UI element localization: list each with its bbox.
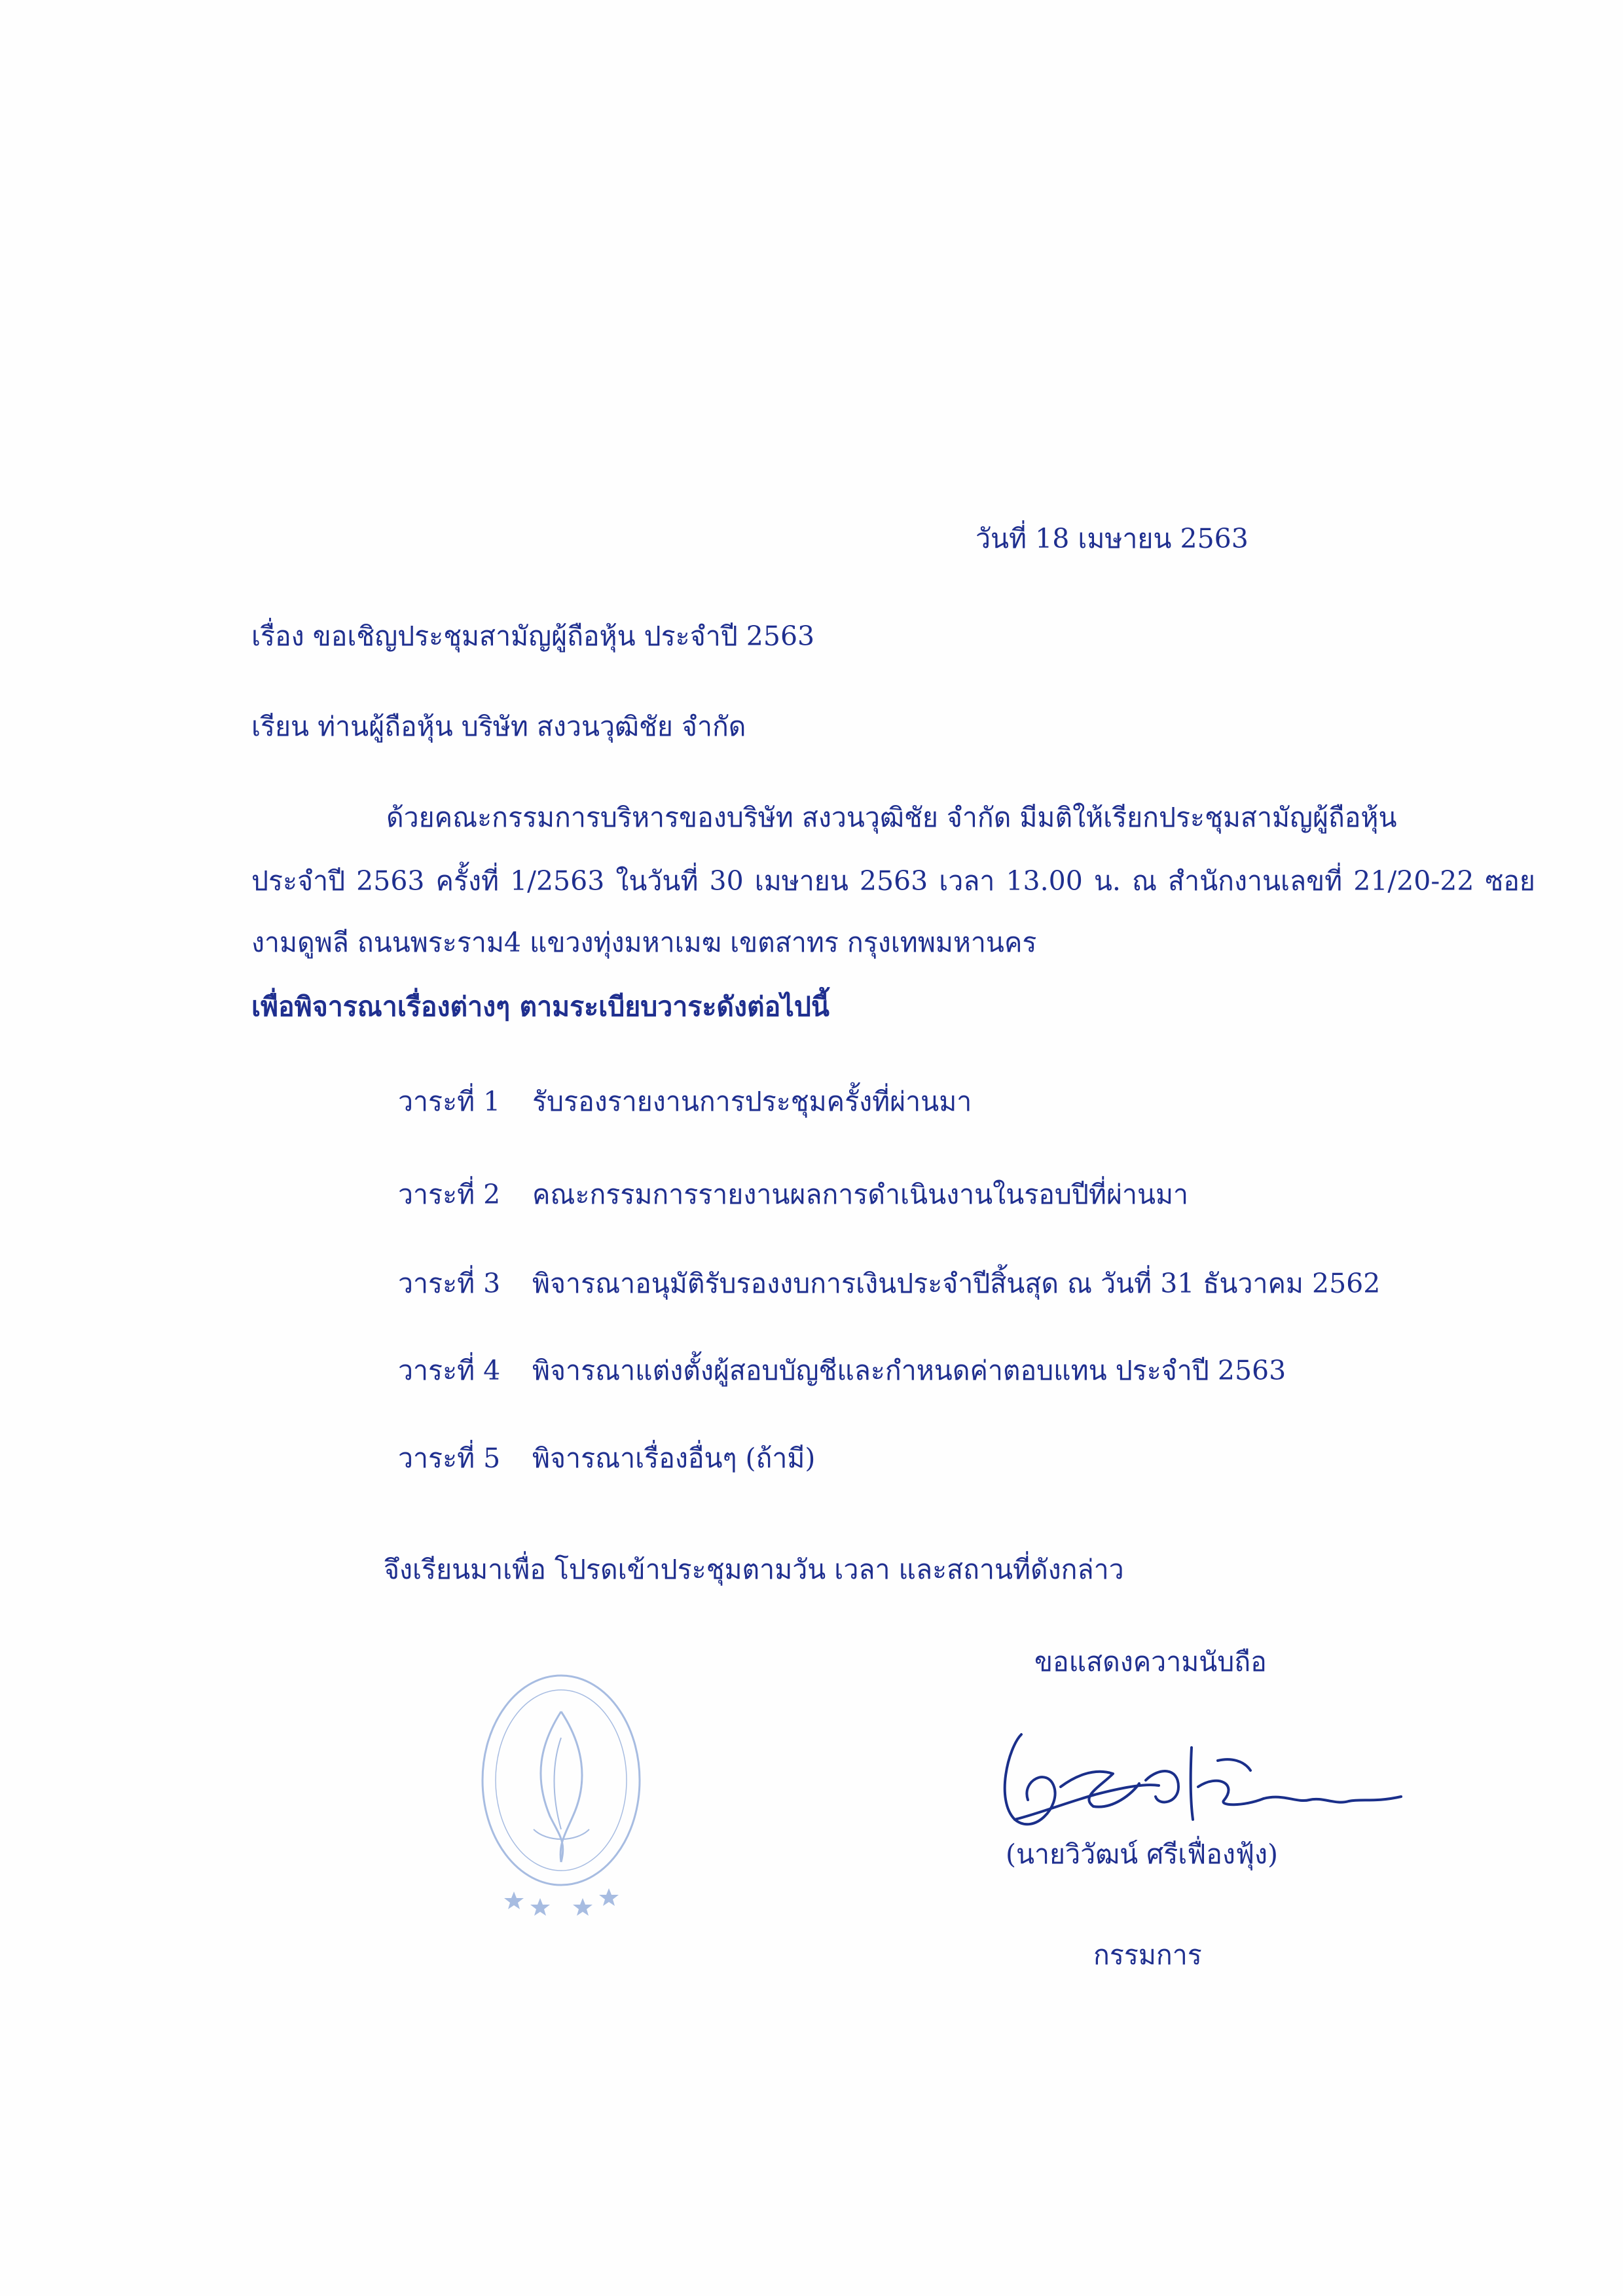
signer-name: (นายวิวัฒน์ ศรีเฟื่องฟุ้ง) [1006,1839,1278,1870]
body-line-3: งามดูพลี ถนนพระราม4 แขวงทุ่งมหาเมฆ เขตสาทร กรุงเทพมหานคร [251,927,1037,958]
agenda-text: พิจารณาแต่งตั้งผู้สอบบัญชีและกำหนดค่าตอบแทน ประจำปี 2563 [532,1355,1286,1386]
agenda-text: พิจารณาเรื่องอื่นๆ (ถ้ามี) [532,1443,816,1474]
agenda-item [398,1265,1380,1302]
letter-date: วันที่ 18 เมษายน 2563 [976,523,1249,554]
letter-recipient: เรียน ท่านผู้ถือหุ้น บริษัท สงวนวุฒิชัย จำกัด [251,711,746,742]
agenda-item [398,1440,815,1477]
agenda-label: วาระที่ 2 [398,1179,501,1210]
agenda-label: วาระที่ 4 [398,1355,501,1386]
signer-title: กรรมการ [1093,1939,1202,1971]
company-seal-stamp [468,1666,655,1921]
regards-line: ขอแสดงความนับถือ [1034,1646,1267,1677]
agenda-label: วาระที่ 1 [398,1086,501,1117]
body-line-1: ด้วยคณะกรรมการบริหารของบริษัท สงวนวุฒิชัย จำกัด มีมติให้เรียกประชุมสามัญผู้ถือหุ้น [386,802,1397,833]
agenda-label: วาระที่ 5 [398,1443,501,1474]
handwritten-signature [982,1721,1414,1846]
body-line-4: เพื่อพิจารณาเรื่องต่างๆ ตามระเบียบวาระดังต่อไปนี้ [251,991,830,1022]
closing-line: จึงเรียนมาเพื่อ โปรดเข้าประชุมตามวัน เวลา และสถานที่ดังกล่าว [384,1554,1124,1585]
agenda-item [398,1176,1188,1213]
agenda-text: พิจารณาอนุมัติรับรองงบการเงินประจำปีสิ้นสุด ณ วันที่ 31 ธันวาคม 2562 [532,1268,1381,1299]
agenda-text: คณะกรรมการรายงานผลการดำเนินงานในรอบปีที่ผ่านมา [532,1179,1189,1210]
letter-subject: เรื่อง ขอเชิญประชุมสามัญผู้ถือหุ้น ประจำปี 2563 [251,620,815,652]
agenda-label: วาระที่ 3 [398,1268,501,1299]
agenda-item [398,1352,1286,1389]
body-line-2: ประจำปี 2563 ครั้งที่ 1/2563 ในวันที่ 30 เมษายน 2563 เวลา 13.00 น. ณ สำนักงานเลขที่ 21/20-22 ซอย [251,865,1535,897]
agenda-item [398,1083,972,1120]
agenda-text: รับรองรายงานการประชุมครั้งที่ผ่านมา [532,1086,972,1117]
